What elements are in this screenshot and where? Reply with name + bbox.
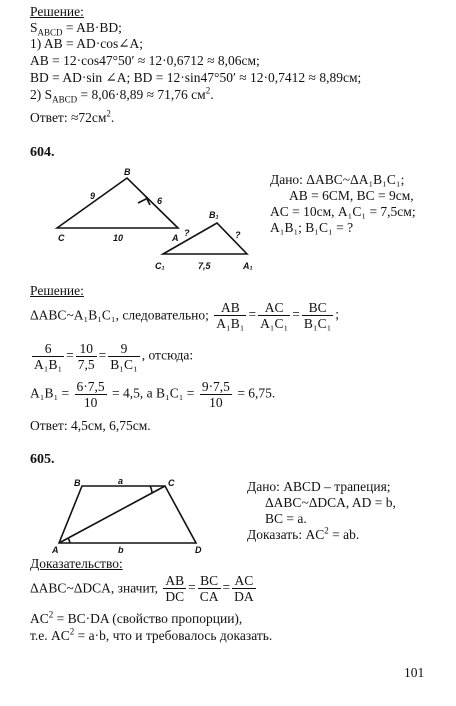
given-604-line-1: Дано: ΔABC~ΔA₁B₁C₁; (270, 172, 405, 187)
problem-number-604: 604. (30, 145, 55, 160)
given-605-line-2: ΔABC~ΔDCA, AD = b, (265, 495, 396, 510)
solution-heading-604: Решение: (30, 283, 84, 298)
label-d: D (195, 545, 202, 555)
ab-calculation-line: AB = 12·cos47°50′ ≈ 12·0,6712 ≈ 8,06см; (30, 53, 260, 68)
answer-603: Ответ: $\approx 72см^2$. (30, 108, 115, 125)
label-unknown-1: ? (184, 228, 190, 238)
proof-line-3: т.е. $AC^2 = a\cdot b$, что и требовалось доказать. (30, 626, 273, 643)
bd-calculation-line: BD = AD·sin ∠A; BD = 12·sin47°50′ ≈ 12·0,7412 ≈ 8,89см; (30, 70, 362, 85)
prove-statement: Доказать: $AC^2$ = ab. (247, 525, 360, 542)
label-side-6: 6 (157, 196, 163, 206)
label-side-10: 10 (113, 233, 124, 243)
label-a1: A₁ (243, 261, 253, 271)
label-side-a: a (118, 476, 124, 486)
given-605-line-3: BC = a. (265, 511, 307, 526)
given-604-line-4: A₁B₁; B₁C₁ = ? (270, 220, 354, 235)
trapezoid-abcd (59, 486, 196, 543)
step-1-line: 1) AB = AD·cos∠A; (30, 36, 144, 51)
diagonal-ac (59, 486, 165, 543)
label-side-b: b (118, 545, 124, 555)
given-605-line-1: Дано: ABCD – трапеция; (247, 479, 391, 494)
label-side-9: 9 (90, 191, 96, 201)
numeric-proportion-line: $\frac{6}{\text{A₁B₁}}$ = $\frac{10}{7,5}$ = $\frac{9}{\text{B₁C₁}}$ , отсюда: (34, 341, 194, 372)
proof-proportion-line: ΔABC~ΔDCA, значит, $\frac{AB}{DC}$ = $\frac{BC}{CA}$ = $\frac{AC}{DA}$ (30, 573, 254, 604)
label-c: C (168, 478, 175, 488)
given-604-line-3: AC = 10см, A₁C₁ = 7,5см; (270, 204, 416, 219)
label-b: B (124, 167, 131, 177)
area-formula-line: $S_{ABCD} = AB\cdot BD$; (30, 20, 122, 38)
label-b1: B₁ (209, 210, 219, 220)
label-unknown-2: ? (235, 230, 241, 240)
label-a: A (172, 233, 179, 243)
given-604-line-2: AB = 6СМ, BC = 9см, (289, 188, 414, 203)
problem-number-605: 605. (30, 452, 55, 467)
label-a: A (52, 545, 59, 555)
answer-604: Ответ: 4,5см, 6,75см. (30, 418, 151, 433)
step-2-line: 2) $S_{ABCD} = 8,06\cdot 8,89 \approx 71,76$ $см^2$. (30, 85, 214, 105)
label-side-7-5: 7,5 (198, 261, 211, 271)
page-number: 101 (404, 665, 425, 680)
side-results-line: A₁B₁ = $\frac{6\cdot 7,5}{10}$ = 4,5, а B₁C₁ = $\frac{9\cdot 7,5}{10}$ = 6,75. (30, 379, 276, 410)
proof-line-2: $AC^2 = BC\cdot DA$ (свойство пропорции), (30, 609, 243, 626)
label-c1: C₁ (155, 261, 165, 271)
label-b: B (74, 478, 81, 488)
similarity-proportion-line: ΔABC~A₁B₁C₁, следовательно; $\frac{AB}{\text{A₁B₁}}$ = $\frac{AC}{\text{A₁C₁}}$ = $\frac{BC}{\text{B₁C₁}}$ ; (30, 300, 340, 331)
solution-heading-603: Решение: (30, 4, 84, 19)
proof-heading: Доказательство: (30, 556, 123, 571)
label-c: C (58, 233, 65, 243)
